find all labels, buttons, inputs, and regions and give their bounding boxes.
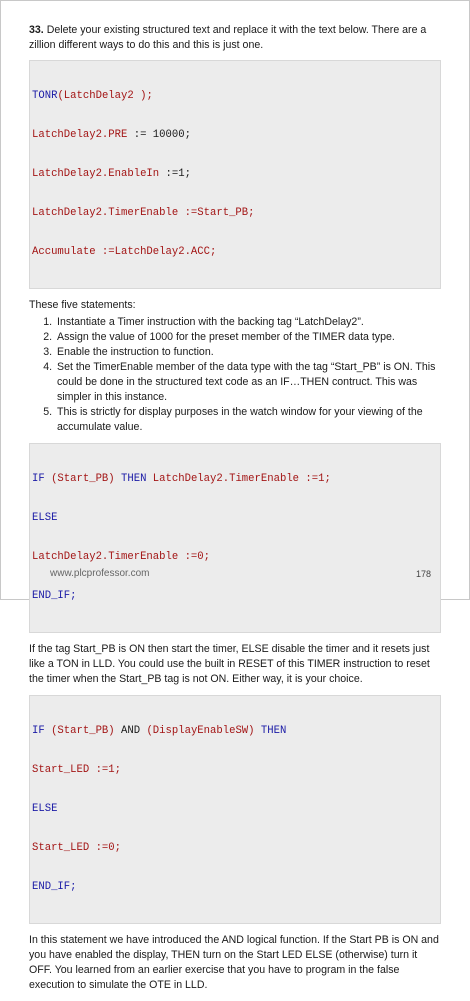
step-number: 33. xyxy=(29,24,44,36)
step-intro xyxy=(29,23,441,53)
statement-item: 4. Set the TimerEnable member of the data type with the tag “Start_PB” is ON. This could be done in the structured text code as an IF…THEN contruct. This was simpler in this instance. xyxy=(55,360,441,405)
code-identifier: (DisplayEnableSW) xyxy=(140,725,261,737)
code-identifier: LatchDelay2.EnableIn xyxy=(32,168,160,180)
code-text: :=Start_PB; xyxy=(178,207,255,219)
statement-item: 5. This is strictly for display purposes in the watch window for your viewing of the accumulate value. xyxy=(55,405,441,435)
statements-heading: These five statements: xyxy=(29,299,136,311)
code-block-timer xyxy=(29,60,441,289)
code-text: (LatchDelay2 ); xyxy=(57,90,153,102)
code-line: ELSE xyxy=(32,512,58,524)
code-text: := 10000; xyxy=(127,129,191,141)
statement-item: 3. Enable the instruction to function. xyxy=(55,345,441,360)
code-identifier: LatchDelay2.PRE xyxy=(32,129,128,141)
code-line: ELSE xyxy=(32,803,58,815)
code-identifier: (Start_PB) xyxy=(44,725,122,737)
paragraph-timer-explanation: If the tag Start_PB is ON then start the timer, ELSE disable the timer and it resets just like a TON in LLD. You could use the built in RESET of this TIMER instruction to reset the timer when the Start_PB tag is not ON. Either way, it is your choice. xyxy=(29,643,430,685)
page-number: 178 xyxy=(415,569,431,579)
footer-website-link[interactable]: www.plcprofessor.com xyxy=(50,568,150,579)
code-line: Start_LED :=1; xyxy=(32,764,122,776)
code-keyword: THEN xyxy=(260,725,287,737)
code-line xyxy=(32,473,438,486)
code-identifier: Accumulate xyxy=(32,246,96,258)
statement-item: 2. Assign the value of 1000 for the preset member of the TIMER data type. xyxy=(55,330,441,345)
code-line xyxy=(32,725,438,738)
code-text: :=LatchDelay2.ACC; xyxy=(95,246,217,258)
code-line: END_IF; xyxy=(32,881,77,893)
code-line xyxy=(32,246,438,259)
page-content xyxy=(29,23,441,1001)
code-line: LatchDelay2.TimerEnable :=0; xyxy=(32,551,211,563)
code-identifier: LatchDelay2.TimerEnable xyxy=(32,207,179,219)
code-keyword: IF xyxy=(32,473,45,485)
statements-list xyxy=(29,315,441,435)
code-block-if-timer xyxy=(29,443,441,633)
code-keyword: THEN xyxy=(121,473,147,485)
code-keyword: IF xyxy=(32,725,45,737)
code-keyword: AND xyxy=(121,725,141,737)
code-block-and xyxy=(29,695,441,924)
code-line: END_IF; xyxy=(32,590,77,602)
code-text: :=1; xyxy=(159,168,191,180)
code-keyword: TONR xyxy=(32,90,58,102)
code-identifier: (Start_PB) xyxy=(44,473,122,485)
code-line xyxy=(32,168,438,181)
statement-item: 1. Instantiate a Timer instruction with the backing tag “LatchDelay2”. xyxy=(55,315,441,330)
step-intro-text: Delete your existing structured text and replace it with the text below. There are a zillion different ways to do this and this is just one. xyxy=(29,24,427,51)
code-line xyxy=(32,90,438,103)
code-line xyxy=(32,207,438,220)
code-line: Start_LED :=0; xyxy=(32,842,122,854)
paragraph-and-explanation: In this statement we have introduced the AND logical function. If the Start PB is ON and you have enabled the display, THEN turn on the Start LED ELSE (otherwise) turn it OFF. You learned from an earlier exercise that you have to program in the false execution to simulate the OTE in LLD. xyxy=(29,934,439,991)
code-line xyxy=(32,129,438,142)
code-text: LatchDelay2.TimerEnable :=1; xyxy=(146,473,331,485)
